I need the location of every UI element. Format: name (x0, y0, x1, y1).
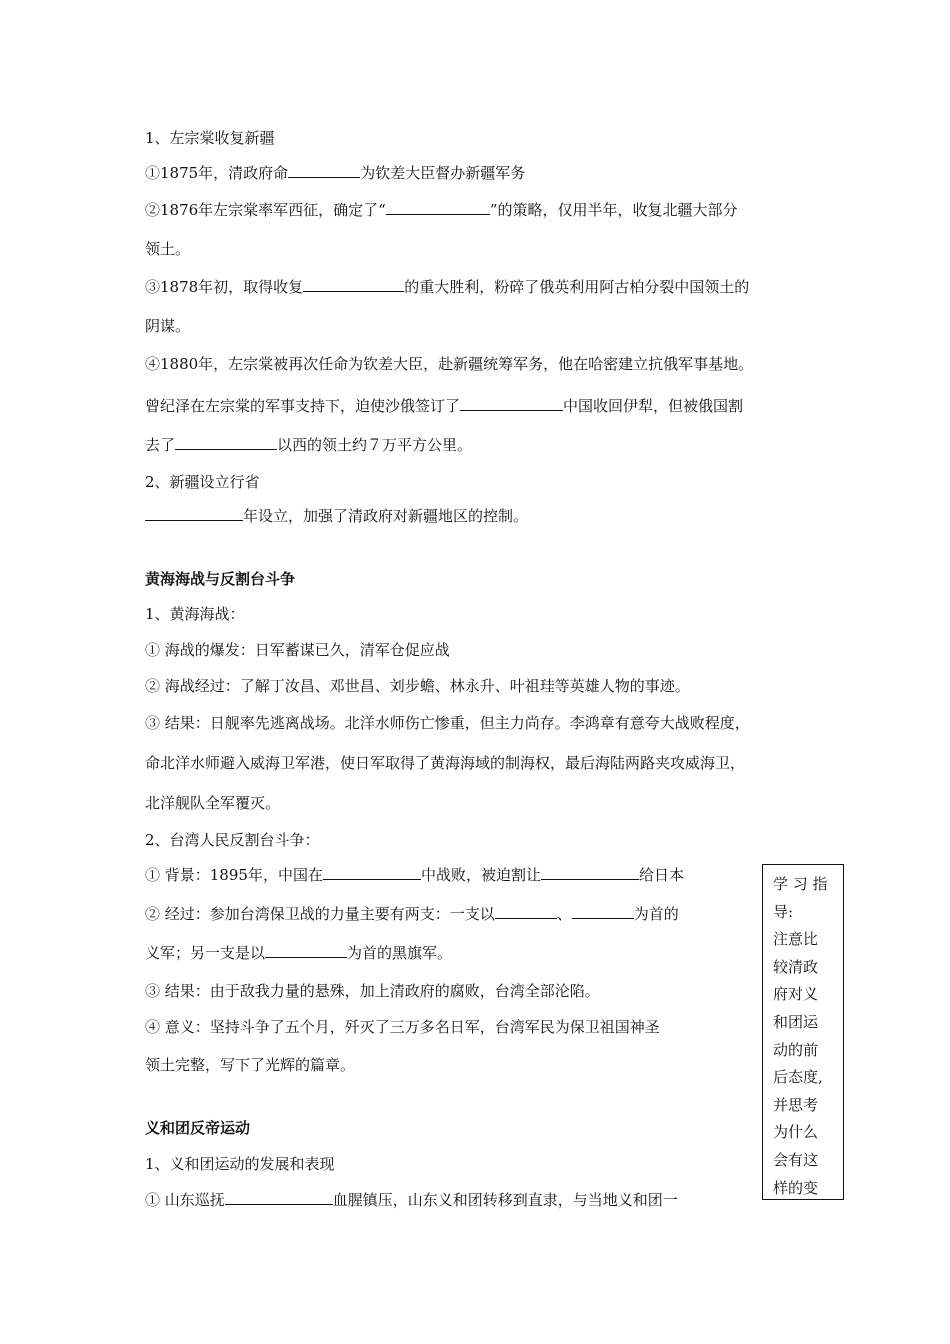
study-guide-line: 样的变 (773, 1178, 819, 1197)
fill-blank[interactable] (265, 942, 347, 958)
section-title-xinjiang: 1、左宗棠收复新疆 (145, 129, 275, 147)
section-heading-yellow-sea: 黄海海战与反割台斗争 (145, 570, 296, 588)
study-guide-line: 并思考 (773, 1095, 819, 1114)
fill-blank[interactable] (145, 505, 243, 521)
section-title-battle: 1、黄海海战： (145, 605, 245, 623)
text-line: ① 海战的爆发：日军蓄谋已久，清军仓促应战 (145, 641, 450, 659)
study-guide-line: 动的前 (773, 1040, 819, 1059)
fill-blank[interactable] (288, 162, 360, 178)
text-line: 命北洋水师避入威海卫军港，使日军取得了黄海海域的制海权，最后海陆两路夹攻威海卫， (145, 754, 746, 772)
section-title-taiwan: 2、台湾人民反割台斗争： (145, 831, 320, 849)
text-line: ① 山东巡抚 血腥镇压，山东义和团转移到直隶，与当地义和团一 (145, 1191, 678, 1209)
text-line: ③ 结果：由于敌我力量的悬殊，加上清政府的腐败，台湾全部沦陷。 (145, 982, 600, 1000)
study-guide-line: 会有这 (773, 1150, 819, 1169)
text-line: ④1880年，左宗棠被再次任命为钦差大臣，赴新疆统筹军务，他在哈密建立抗俄军事基地。 (145, 355, 754, 373)
study-guide-line: 学 习 指 (773, 875, 828, 893)
text-line: 去了 以西的领土约７万平方公里。 (145, 436, 473, 454)
text-line: 北洋舰队全军覆灭。 (145, 794, 281, 812)
study-guide-line: 为什么 (773, 1123, 819, 1142)
text-line: ② 经过：参加台湾保卫战的力量主要有两支：一支以 、 为首的 (145, 905, 679, 923)
fill-blank[interactable] (225, 1189, 333, 1205)
text-line: ②1876年左宗棠率军西征，确定了“ ”的策略，仅用半年，收复北疆大部分 (145, 201, 738, 219)
study-guide-line: 较清政 (773, 957, 819, 976)
text-line: ④ 意义：坚持斗争了五个月，歼灭了三万多名日军，台湾军民为保卫祖国神圣 (145, 1018, 660, 1036)
fill-blank[interactable] (303, 276, 404, 292)
section-title-province: 2、新疆设立行省 (145, 473, 260, 491)
study-guide-line: 和团运 (773, 1012, 819, 1031)
text-line: ③1878年初，取得收复 的重大胜利，粉碎了俄英利用阿古柏分裂中国领土的 (145, 278, 750, 296)
text-line: 领土。 (145, 240, 191, 258)
study-guide-line: 导: (773, 902, 794, 921)
text-line: 领土完整，写下了光辉的篇章。 (145, 1056, 356, 1074)
text-line: 年设立，加强了清政府对新疆地区的控制。 (145, 505, 528, 527)
fill-blank[interactable] (541, 864, 639, 880)
fill-blank[interactable] (495, 903, 557, 919)
section-heading-boxer: 义和团反帝运动 (145, 1119, 251, 1137)
section-title-boxer-development: 1、义和团运动的发展和表现 (145, 1155, 335, 1173)
text-line: ① 背景：1895年，中国在 中战败，被迫割让 给日本 (145, 866, 684, 884)
text-line: 义军；另一支是以 为首的黑旗军。 (145, 944, 453, 962)
study-guide-line: 注意比 (773, 930, 819, 949)
fill-blank[interactable] (572, 903, 634, 919)
study-guide-line: 后态度, (773, 1068, 823, 1087)
study-guide-box (762, 864, 844, 1200)
text-line: 曾纪泽在左宗棠的军事支持下，迫使沙俄签订了 中国收回伊犁，但被俄国割 (145, 397, 744, 415)
text-line: 阴谋。 (145, 317, 191, 335)
fill-blank[interactable] (386, 199, 490, 215)
fill-blank[interactable] (323, 864, 421, 880)
text-line: ①1875年，清政府命 为钦差大臣督办新疆军务 (145, 164, 526, 182)
fill-blank[interactable] (175, 434, 277, 450)
text-line: ③ 结果：日舰率先逃离战场。北洋水师伤亡惨重，但主力尚存。李鸿章有意夸大战败程度， (145, 714, 750, 732)
study-guide-line: 府对义 (773, 985, 819, 1004)
text-line: ② 海战经过：了解丁汝昌、邓世昌、刘步蟾、林永升、叶祖珪等英雄人物的事迹。 (145, 677, 690, 695)
fill-blank[interactable] (460, 395, 563, 411)
